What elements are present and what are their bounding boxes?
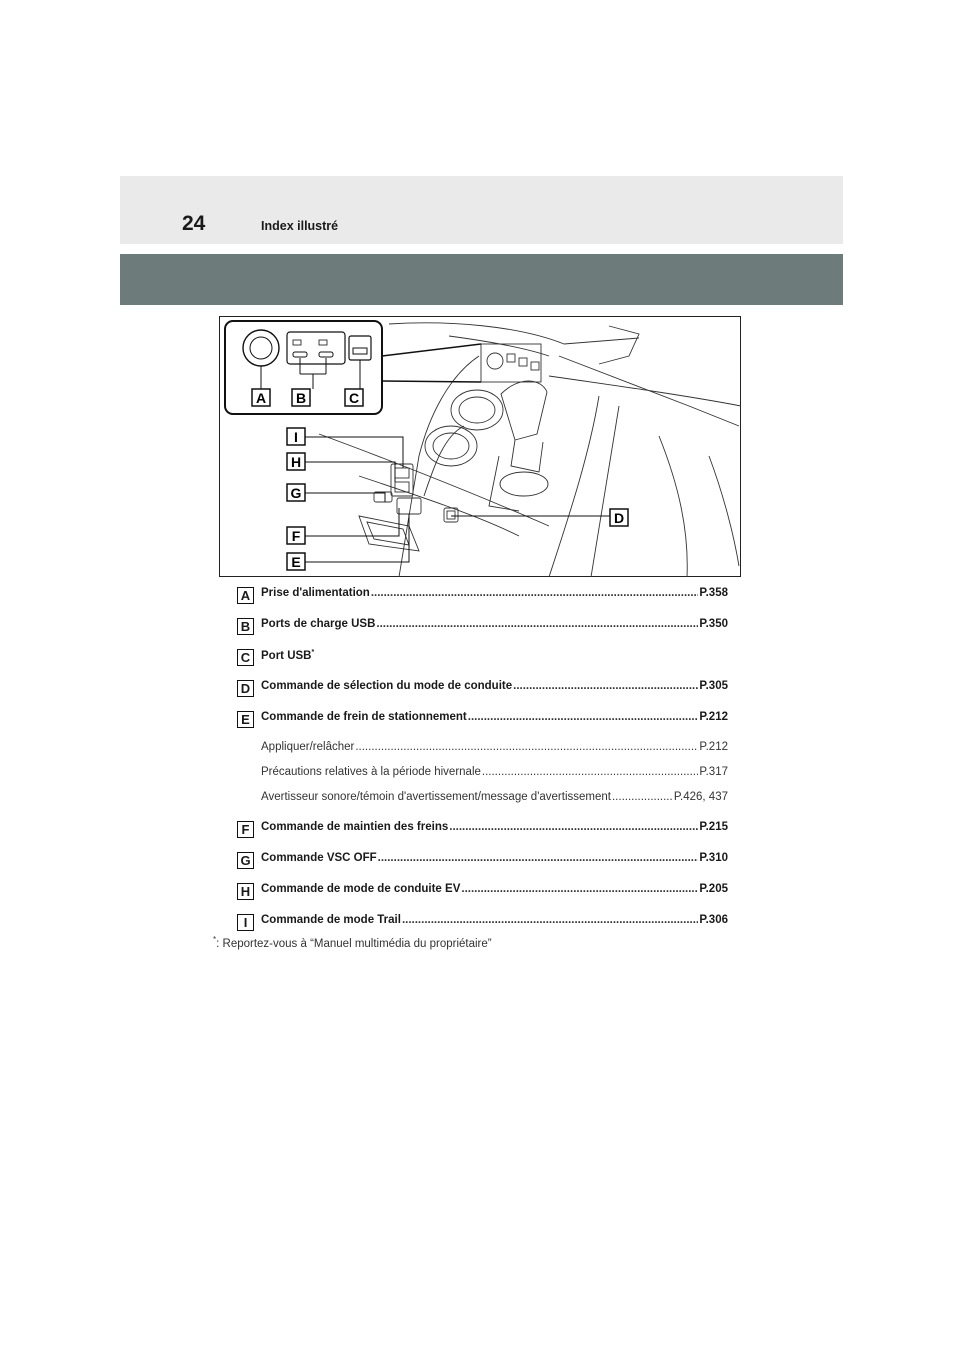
leader-dots — [355, 741, 698, 753]
footnote-mark: * — [213, 935, 217, 944]
item-letter: G — [237, 852, 254, 869]
footnote-mark: * — [311, 649, 315, 656]
page-ref-link[interactable]: P.305 — [699, 680, 728, 692]
item-letter: E — [237, 711, 254, 728]
item-entry — [261, 852, 728, 864]
item-label: Commande VSC OFF — [261, 852, 377, 864]
item-label: Commande de frein de stationnement — [261, 711, 467, 723]
sub-entry — [261, 741, 728, 753]
list-item — [233, 819, 728, 850]
page-ref-link[interactable]: P.426, 437 — [673, 791, 728, 803]
callout-H — [287, 453, 305, 470]
svg-text:I: I — [294, 429, 298, 445]
page-ref-link[interactable]: P.215 — [699, 821, 728, 833]
leader-dots — [376, 618, 698, 630]
svg-text:G: G — [290, 485, 302, 501]
index-list — [233, 585, 728, 943]
callout-B — [292, 389, 310, 406]
sub-label: Avertisseur sonore/témoin d'avertissement/message d'avertissement — [261, 791, 611, 803]
sub-entry — [261, 766, 728, 778]
leader-dots — [371, 587, 699, 599]
item-label: Commande de mode Trail — [261, 914, 401, 926]
item-label: Port USB* — [261, 649, 315, 662]
item-letter: B — [237, 618, 254, 635]
item-entry — [261, 587, 728, 599]
svg-text:F: F — [291, 528, 301, 544]
page-ref-link[interactable]: P.358 — [699, 587, 728, 599]
callout-D — [610, 509, 628, 526]
page-ref-link[interactable]: P.317 — [699, 766, 728, 778]
svg-text:C: C — [348, 390, 360, 406]
leader-dots — [482, 766, 699, 778]
item-entry — [261, 711, 728, 723]
item-entry — [261, 883, 728, 895]
list-item — [233, 881, 728, 912]
sub-item — [233, 790, 728, 819]
item-label: Commande de maintien des freins — [261, 821, 449, 833]
leader-dots — [378, 852, 699, 864]
leader-dots — [449, 821, 698, 833]
page-number: 24 — [182, 212, 206, 235]
page-ref-link[interactable]: P.350 — [699, 618, 728, 630]
item-letter: D — [237, 680, 254, 697]
page-ref-link[interactable]: P.212 — [699, 711, 728, 723]
callout-E — [287, 553, 305, 570]
sub-entry — [261, 791, 728, 803]
svg-text:A: A — [255, 390, 267, 406]
sub-item — [233, 740, 728, 765]
callout-F — [287, 527, 305, 544]
page-ref-link[interactable]: P.212 — [699, 741, 728, 753]
list-item — [233, 709, 728, 740]
sub-label: Appliquer/relâcher — [261, 741, 355, 753]
list-item — [233, 647, 728, 678]
item-letter: C — [237, 649, 254, 666]
callout-G — [287, 484, 305, 501]
list-item — [233, 585, 728, 616]
footnote-text: : Reportez-vous à “Manuel multimédia du propriétaire” — [216, 937, 492, 950]
svg-text:H: H — [290, 454, 302, 470]
list-item — [233, 678, 728, 709]
header-band — [120, 176, 843, 244]
list-item — [233, 850, 728, 881]
item-letter: F — [237, 821, 254, 838]
leader-dots — [468, 711, 699, 723]
svg-text:D: D — [613, 510, 625, 526]
page-ref-link[interactable]: P.310 — [699, 852, 728, 864]
item-label: Commande de mode de conduite EV — [261, 883, 461, 895]
sub-label: Précautions relatives à la période hivernale — [261, 766, 481, 778]
svg-text:B: B — [295, 390, 307, 406]
footnote — [213, 935, 492, 950]
sub-item — [233, 765, 728, 790]
callout-A — [252, 389, 270, 406]
item-letter: I — [237, 914, 254, 931]
svg-text:E: E — [291, 554, 301, 570]
item-letter: A — [237, 587, 254, 604]
item-entry — [261, 649, 728, 662]
callout-I — [287, 428, 305, 445]
item-label: Commande de sélection du mode de conduite — [261, 680, 513, 692]
item-entry — [261, 821, 728, 833]
item-label: Ports de charge USB — [261, 618, 376, 630]
item-entry — [261, 618, 728, 630]
chapter-band — [120, 254, 843, 305]
item-label: Prise d'alimentation — [261, 587, 370, 599]
item-entry — [261, 914, 728, 926]
leader-dots — [461, 883, 698, 895]
item-letter: H — [237, 883, 254, 900]
leader-dots — [513, 680, 698, 692]
page-ref-link[interactable]: P.306 — [699, 914, 728, 926]
center-console-illustration — [219, 316, 741, 577]
leader-dots — [402, 914, 698, 926]
section-title: Index illustré — [261, 219, 339, 233]
list-item — [233, 616, 728, 647]
callout-C — [345, 389, 363, 406]
leader-dots — [612, 791, 673, 803]
item-entry — [261, 680, 728, 692]
page-ref-link[interactable]: P.205 — [699, 883, 728, 895]
